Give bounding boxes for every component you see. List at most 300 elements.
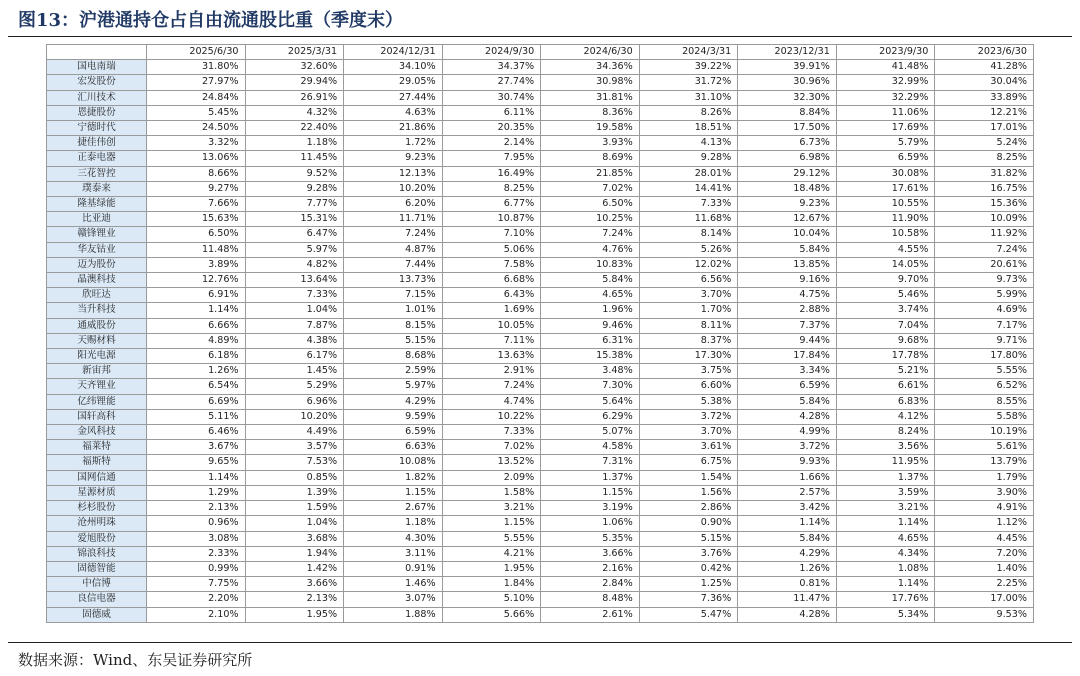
- value-cell: 5.97%: [344, 379, 443, 394]
- value-cell: 4.49%: [245, 425, 344, 440]
- table-body: [47, 60, 1034, 623]
- value-cell: 24.84%: [147, 90, 246, 105]
- value-cell: 8.25%: [935, 151, 1034, 166]
- value-cell: 16.75%: [935, 181, 1034, 196]
- value-cell: 3.76%: [639, 546, 738, 561]
- value-cell: 3.74%: [836, 303, 935, 318]
- value-cell: 1.12%: [935, 516, 1034, 531]
- value-cell: 1.79%: [935, 470, 1034, 485]
- value-cell: 0.85%: [245, 470, 344, 485]
- value-cell: 7.33%: [639, 197, 738, 212]
- value-cell: 6.91%: [147, 288, 246, 303]
- value-cell: 6.59%: [344, 425, 443, 440]
- column-header: 2025/6/30: [147, 45, 246, 60]
- value-cell: 9.52%: [245, 166, 344, 181]
- value-cell: 1.37%: [541, 470, 640, 485]
- value-cell: 18.51%: [639, 121, 738, 136]
- value-cell: 6.66%: [147, 318, 246, 333]
- value-cell: 6.18%: [147, 349, 246, 364]
- value-cell: 34.37%: [442, 60, 541, 75]
- value-cell: 5.99%: [935, 288, 1034, 303]
- value-cell: 1.95%: [442, 561, 541, 576]
- value-cell: 0.81%: [738, 577, 837, 592]
- value-cell: 39.91%: [738, 60, 837, 75]
- value-cell: 3.90%: [935, 485, 1034, 500]
- value-cell: 1.95%: [245, 607, 344, 622]
- header-row: [47, 45, 1034, 60]
- value-cell: 4.34%: [836, 546, 935, 561]
- value-cell: 1.14%: [147, 470, 246, 485]
- value-cell: 5.58%: [935, 409, 1034, 424]
- table-row: [47, 561, 1034, 576]
- bottom-rule: [8, 642, 1072, 643]
- value-cell: 4.87%: [344, 242, 443, 257]
- value-cell: 7.02%: [541, 181, 640, 196]
- value-cell: 41.48%: [836, 60, 935, 75]
- value-cell: 9.59%: [344, 409, 443, 424]
- value-cell: 7.04%: [836, 318, 935, 333]
- stock-name-cell: 捷佳伟创: [47, 136, 147, 151]
- value-cell: 9.93%: [738, 455, 837, 470]
- value-cell: 1.54%: [639, 470, 738, 485]
- value-cell: 5.55%: [442, 531, 541, 546]
- value-cell: 6.69%: [147, 394, 246, 409]
- stock-name-cell: 三花智控: [47, 166, 147, 181]
- value-cell: 6.56%: [639, 273, 738, 288]
- stock-name-cell: 爱旭股份: [47, 531, 147, 546]
- value-cell: 2.13%: [245, 592, 344, 607]
- value-cell: 1.59%: [245, 501, 344, 516]
- value-cell: 11.48%: [147, 242, 246, 257]
- value-cell: 0.91%: [344, 561, 443, 576]
- value-cell: 9.27%: [147, 181, 246, 196]
- value-cell: 7.58%: [442, 257, 541, 272]
- stock-name-cell: 通威股份: [47, 318, 147, 333]
- value-cell: 1.14%: [738, 516, 837, 531]
- value-cell: 30.98%: [541, 75, 640, 90]
- value-cell: 9.16%: [738, 273, 837, 288]
- value-cell: 8.14%: [639, 227, 738, 242]
- value-cell: 4.29%: [738, 546, 837, 561]
- table-row: [47, 470, 1034, 485]
- value-cell: 1.15%: [442, 516, 541, 531]
- value-cell: 7.31%: [541, 455, 640, 470]
- value-cell: 5.10%: [442, 592, 541, 607]
- value-cell: 6.73%: [738, 136, 837, 151]
- value-cell: 24.50%: [147, 121, 246, 136]
- value-cell: 5.55%: [935, 364, 1034, 379]
- value-cell: 2.09%: [442, 470, 541, 485]
- value-cell: 4.29%: [344, 394, 443, 409]
- value-cell: 2.20%: [147, 592, 246, 607]
- stock-name-cell: 沧州明珠: [47, 516, 147, 531]
- value-cell: 8.24%: [836, 425, 935, 440]
- value-cell: 8.55%: [935, 394, 1034, 409]
- stock-name-cell: 晶澳科技: [47, 273, 147, 288]
- value-cell: 7.24%: [344, 227, 443, 242]
- value-cell: 7.17%: [935, 318, 1034, 333]
- value-cell: 8.26%: [639, 105, 738, 120]
- value-cell: 9.28%: [245, 181, 344, 196]
- value-cell: 7.33%: [245, 288, 344, 303]
- value-cell: 17.50%: [738, 121, 837, 136]
- value-cell: 1.56%: [639, 485, 738, 500]
- value-cell: 9.68%: [836, 333, 935, 348]
- column-header: 2024/3/31: [639, 45, 738, 60]
- value-cell: 5.24%: [935, 136, 1034, 151]
- value-cell: 1.14%: [147, 303, 246, 318]
- value-cell: 10.55%: [836, 197, 935, 212]
- stock-name-cell: 福斯特: [47, 455, 147, 470]
- value-cell: 7.24%: [935, 242, 1034, 257]
- value-cell: 5.84%: [738, 531, 837, 546]
- value-cell: 1.18%: [245, 136, 344, 151]
- stock-name-cell: 新宙邦: [47, 364, 147, 379]
- value-cell: 1.08%: [836, 561, 935, 576]
- value-cell: 5.06%: [442, 242, 541, 257]
- value-cell: 4.91%: [935, 501, 1034, 516]
- value-cell: 9.65%: [147, 455, 246, 470]
- value-cell: 9.23%: [344, 151, 443, 166]
- value-cell: 1.40%: [935, 561, 1034, 576]
- value-cell: 2.25%: [935, 577, 1034, 592]
- value-cell: 20.35%: [442, 121, 541, 136]
- value-cell: 1.58%: [442, 485, 541, 500]
- table-row: [47, 394, 1034, 409]
- value-cell: 17.61%: [836, 181, 935, 196]
- value-cell: 17.01%: [935, 121, 1034, 136]
- stock-name-cell: 隆基绿能: [47, 197, 147, 212]
- value-cell: 5.34%: [836, 607, 935, 622]
- value-cell: 8.69%: [541, 151, 640, 166]
- value-cell: 7.24%: [442, 379, 541, 394]
- value-cell: 2.16%: [541, 561, 640, 576]
- value-cell: 11.47%: [738, 592, 837, 607]
- value-cell: 4.38%: [245, 333, 344, 348]
- value-cell: 1.25%: [639, 577, 738, 592]
- stock-name-cell: 天赐材料: [47, 333, 147, 348]
- value-cell: 4.63%: [344, 105, 443, 120]
- value-cell: 1.45%: [245, 364, 344, 379]
- value-cell: 4.45%: [935, 531, 1034, 546]
- value-cell: 3.70%: [639, 425, 738, 440]
- column-header: 2024/9/30: [442, 45, 541, 60]
- value-cell: 13.52%: [442, 455, 541, 470]
- value-cell: 30.08%: [836, 166, 935, 181]
- value-cell: 15.63%: [147, 212, 246, 227]
- value-cell: 7.20%: [935, 546, 1034, 561]
- stock-name-cell: 赣锋锂业: [47, 227, 147, 242]
- corner-cell: [47, 45, 147, 60]
- table-row: [47, 90, 1034, 105]
- table-row: [47, 121, 1034, 136]
- value-cell: 2.84%: [541, 577, 640, 592]
- value-cell: 6.47%: [245, 227, 344, 242]
- value-cell: 3.59%: [836, 485, 935, 500]
- value-cell: 9.71%: [935, 333, 1034, 348]
- value-cell: 1.14%: [836, 577, 935, 592]
- stock-name-cell: 国网信通: [47, 470, 147, 485]
- value-cell: 34.10%: [344, 60, 443, 75]
- value-cell: 4.89%: [147, 333, 246, 348]
- column-header: 2025/3/31: [245, 45, 344, 60]
- table-row: [47, 516, 1034, 531]
- value-cell: 17.76%: [836, 592, 935, 607]
- table-row: [47, 531, 1034, 546]
- value-cell: 3.89%: [147, 257, 246, 272]
- value-cell: 10.08%: [344, 455, 443, 470]
- value-cell: 6.50%: [541, 197, 640, 212]
- value-cell: 2.59%: [344, 364, 443, 379]
- value-cell: 8.25%: [442, 181, 541, 196]
- value-cell: 1.88%: [344, 607, 443, 622]
- value-cell: 1.66%: [738, 470, 837, 485]
- value-cell: 5.66%: [442, 607, 541, 622]
- value-cell: 6.54%: [147, 379, 246, 394]
- value-cell: 9.53%: [935, 607, 1034, 622]
- table-row: [47, 242, 1034, 257]
- value-cell: 5.84%: [738, 394, 837, 409]
- value-cell: 14.41%: [639, 181, 738, 196]
- table-row: [47, 273, 1034, 288]
- table-row: [47, 75, 1034, 90]
- value-cell: 1.15%: [344, 485, 443, 500]
- value-cell: 7.15%: [344, 288, 443, 303]
- stock-name-cell: 阳光电源: [47, 349, 147, 364]
- stock-name-cell: 国轩高科: [47, 409, 147, 424]
- value-cell: 4.58%: [541, 440, 640, 455]
- value-cell: 5.07%: [541, 425, 640, 440]
- column-header: 2023/9/30: [836, 45, 935, 60]
- table-row: [47, 379, 1034, 394]
- value-cell: 12.02%: [639, 257, 738, 272]
- table-row: [47, 440, 1034, 455]
- value-cell: 9.28%: [639, 151, 738, 166]
- value-cell: 3.34%: [738, 364, 837, 379]
- value-cell: 3.66%: [245, 577, 344, 592]
- value-cell: 4.99%: [738, 425, 837, 440]
- value-cell: 6.75%: [639, 455, 738, 470]
- value-cell: 2.61%: [541, 607, 640, 622]
- value-cell: 7.30%: [541, 379, 640, 394]
- value-cell: 8.84%: [738, 105, 837, 120]
- column-header: 2024/6/30: [541, 45, 640, 60]
- table-row: [47, 425, 1034, 440]
- table-row: [47, 166, 1034, 181]
- value-cell: 6.96%: [245, 394, 344, 409]
- value-cell: 1.15%: [541, 485, 640, 500]
- table-row: [47, 409, 1034, 424]
- value-cell: 7.33%: [442, 425, 541, 440]
- value-cell: 5.15%: [639, 531, 738, 546]
- top-rule: [8, 36, 1072, 37]
- stock-name-cell: 恩捷股份: [47, 105, 147, 120]
- value-cell: 6.59%: [836, 151, 935, 166]
- value-cell: 0.99%: [147, 561, 246, 576]
- value-cell: 31.72%: [639, 75, 738, 90]
- value-cell: 33.89%: [935, 90, 1034, 105]
- value-cell: 1.84%: [442, 577, 541, 592]
- value-cell: 1.82%: [344, 470, 443, 485]
- value-cell: 8.36%: [541, 105, 640, 120]
- value-cell: 1.01%: [344, 303, 443, 318]
- table-row: [47, 501, 1034, 516]
- value-cell: 11.92%: [935, 227, 1034, 242]
- value-cell: 1.39%: [245, 485, 344, 500]
- value-cell: 3.56%: [836, 440, 935, 455]
- value-cell: 17.30%: [639, 349, 738, 364]
- value-cell: 5.84%: [541, 273, 640, 288]
- value-cell: 6.52%: [935, 379, 1034, 394]
- table-row: [47, 592, 1034, 607]
- value-cell: 30.74%: [442, 90, 541, 105]
- stock-name-cell: 亿纬锂能: [47, 394, 147, 409]
- table-row: [47, 546, 1034, 561]
- figure-title: 图13：沪港通持仓占自由流通股比重（季度末）: [18, 10, 404, 31]
- value-cell: 11.45%: [245, 151, 344, 166]
- table-row: [47, 485, 1034, 500]
- value-cell: 4.65%: [836, 531, 935, 546]
- value-cell: 10.20%: [344, 181, 443, 196]
- stock-name-cell: 华友钴业: [47, 242, 147, 257]
- value-cell: 4.21%: [442, 546, 541, 561]
- stock-name-cell: 宁德时代: [47, 121, 147, 136]
- value-cell: 9.70%: [836, 273, 935, 288]
- value-cell: 30.04%: [935, 75, 1034, 90]
- table-row: [47, 333, 1034, 348]
- stock-name-cell: 当升科技: [47, 303, 147, 318]
- value-cell: 2.86%: [639, 501, 738, 516]
- value-cell: 17.80%: [935, 349, 1034, 364]
- stock-name-cell: 锦浪科技: [47, 546, 147, 561]
- value-cell: 21.85%: [541, 166, 640, 181]
- value-cell: 4.55%: [836, 242, 935, 257]
- value-cell: 1.46%: [344, 577, 443, 592]
- stock-name-cell: 比亚迪: [47, 212, 147, 227]
- value-cell: 34.36%: [541, 60, 640, 75]
- value-cell: 12.21%: [935, 105, 1034, 120]
- value-cell: 3.32%: [147, 136, 246, 151]
- stock-name-cell: 金风科技: [47, 425, 147, 440]
- stock-name-cell: 星源材质: [47, 485, 147, 500]
- table-row: [47, 288, 1034, 303]
- value-cell: 3.57%: [245, 440, 344, 455]
- value-cell: 5.46%: [836, 288, 935, 303]
- value-cell: 30.96%: [738, 75, 837, 90]
- value-cell: 9.44%: [738, 333, 837, 348]
- value-cell: 31.81%: [541, 90, 640, 105]
- value-cell: 2.67%: [344, 501, 443, 516]
- value-cell: 3.08%: [147, 531, 246, 546]
- stock-name-cell: 欣旺达: [47, 288, 147, 303]
- value-cell: 7.11%: [442, 333, 541, 348]
- value-cell: 5.11%: [147, 409, 246, 424]
- stock-name-cell: 璞泰来: [47, 181, 147, 196]
- value-cell: 7.36%: [639, 592, 738, 607]
- value-cell: 2.88%: [738, 303, 837, 318]
- value-cell: 3.21%: [442, 501, 541, 516]
- value-cell: 11.06%: [836, 105, 935, 120]
- value-cell: 4.74%: [442, 394, 541, 409]
- table-row: [47, 212, 1034, 227]
- value-cell: 7.66%: [147, 197, 246, 212]
- value-cell: 1.72%: [344, 136, 443, 151]
- value-cell: 20.61%: [935, 257, 1034, 272]
- table-row: [47, 197, 1034, 212]
- value-cell: 11.90%: [836, 212, 935, 227]
- value-cell: 11.95%: [836, 455, 935, 470]
- value-cell: 6.98%: [738, 151, 837, 166]
- value-cell: 6.68%: [442, 273, 541, 288]
- stock-name-cell: 宏发股份: [47, 75, 147, 90]
- value-cell: 1.94%: [245, 546, 344, 561]
- value-cell: 7.95%: [442, 151, 541, 166]
- table-row: [47, 318, 1034, 333]
- value-cell: 7.10%: [442, 227, 541, 242]
- value-cell: 32.99%: [836, 75, 935, 90]
- stock-name-cell: 汇川技术: [47, 90, 147, 105]
- value-cell: 8.68%: [344, 349, 443, 364]
- value-cell: 1.69%: [442, 303, 541, 318]
- value-cell: 1.29%: [147, 485, 246, 500]
- value-cell: 2.10%: [147, 607, 246, 622]
- table-row: [47, 364, 1034, 379]
- value-cell: 4.32%: [245, 105, 344, 120]
- stock-name-cell: 正泰电器: [47, 151, 147, 166]
- value-cell: 6.43%: [442, 288, 541, 303]
- stock-name-cell: 迈为股份: [47, 257, 147, 272]
- value-cell: 7.44%: [344, 257, 443, 272]
- value-cell: 5.38%: [639, 394, 738, 409]
- value-cell: 6.60%: [639, 379, 738, 394]
- stock-name-cell: 中信博: [47, 577, 147, 592]
- value-cell: 6.46%: [147, 425, 246, 440]
- value-cell: 3.21%: [836, 501, 935, 516]
- value-cell: 1.42%: [245, 561, 344, 576]
- value-cell: 10.09%: [935, 212, 1034, 227]
- table-row: [47, 257, 1034, 272]
- value-cell: 6.63%: [344, 440, 443, 455]
- value-cell: 32.29%: [836, 90, 935, 105]
- value-cell: 11.68%: [639, 212, 738, 227]
- value-cell: 4.76%: [541, 242, 640, 257]
- value-cell: 5.26%: [639, 242, 738, 257]
- value-cell: 32.60%: [245, 60, 344, 75]
- value-cell: 0.42%: [639, 561, 738, 576]
- value-cell: 17.00%: [935, 592, 1034, 607]
- value-cell: 29.12%: [738, 166, 837, 181]
- value-cell: 0.96%: [147, 516, 246, 531]
- value-cell: 13.79%: [935, 455, 1034, 470]
- value-cell: 3.93%: [541, 136, 640, 151]
- table-row: [47, 303, 1034, 318]
- stock-name-cell: 杉杉股份: [47, 501, 147, 516]
- column-header: 2024/12/31: [344, 45, 443, 60]
- value-cell: 4.75%: [738, 288, 837, 303]
- value-cell: 10.20%: [245, 409, 344, 424]
- value-cell: 29.05%: [344, 75, 443, 90]
- value-cell: 10.87%: [442, 212, 541, 227]
- value-cell: 27.97%: [147, 75, 246, 90]
- value-cell: 10.58%: [836, 227, 935, 242]
- value-cell: 10.25%: [541, 212, 640, 227]
- value-cell: 5.45%: [147, 105, 246, 120]
- value-cell: 5.61%: [935, 440, 1034, 455]
- value-cell: 15.31%: [245, 212, 344, 227]
- table-row: [47, 577, 1034, 592]
- value-cell: 32.30%: [738, 90, 837, 105]
- value-cell: 12.13%: [344, 166, 443, 181]
